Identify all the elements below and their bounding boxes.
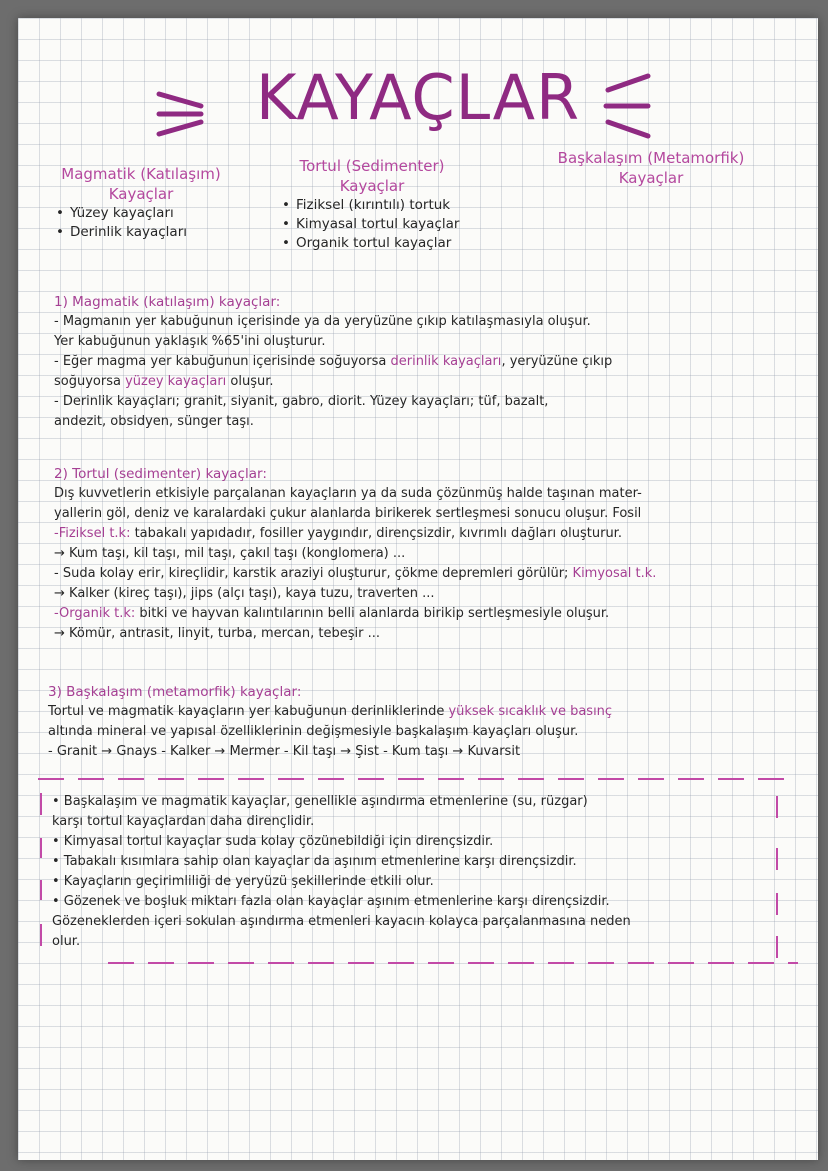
left-margin-mark [40, 924, 42, 946]
section-magmatik [54, 292, 814, 432]
note-line: olur. [52, 934, 81, 949]
list-item: • Yüzey kayaçları [56, 204, 226, 223]
note-line: karşı tortul kayaçlardan daha dirençlidir. [52, 814, 315, 829]
column-subheading: Kayaçlar [339, 177, 405, 195]
text-line: altında mineral ve yapısal özelliklerinin değişmesiyle başkalaşım kayaçları oluşur. [48, 724, 579, 739]
text-line: Dış kuvvetlerin etkisiyle parçalanan kayaçların ya da suda çözünmüş halde taşınan mater- [54, 486, 642, 501]
text-line: Yer kabuğunun yaklaşık %65'ini oluşturur. [54, 334, 326, 349]
text-line: → Kum taşı, kil taşı, mil taşı, çakıl taşı (konglomera) ... [54, 546, 406, 561]
title-text: KAYAÇLAR [255, 61, 581, 134]
text-line: - Granit → Gnays - Kalker → Mermer - Kil taşı → Şist - Kum taşı → Kuvarsit [48, 744, 521, 759]
text-line: - Magmanın yer kabuğunun içerisinde ya da yeryüzüne çıkıp katılaşmasıyla oluşur. [54, 314, 591, 329]
column-tortul [282, 156, 522, 253]
right-margin-mark [776, 893, 778, 915]
text-line: -Fiziksel t.k: tabakalı yapıdadır, fosiller yaygındır, dirençsizdir, kıvrımlı dağları oluşturur. [54, 526, 622, 541]
dashed-divider-top [38, 778, 798, 780]
note-line: • Kayaçların geçirimliliği de yeryüzü şekillerinde etkili olur. [52, 874, 434, 889]
column-subheading: Kayaçlar [108, 185, 174, 203]
bullet-list [56, 204, 226, 242]
section-tortul [54, 464, 814, 644]
section-heading: 1) Magmatik (katılaşım) kayaçlar: [54, 294, 281, 310]
note-line: • Tabakalı kısımlara sahip olan kayaçlar da aşınım etmenlerine karşı dirençsizdir. [52, 854, 577, 869]
page-title [18, 62, 818, 134]
highlight-term: yüksek sıcaklık ve basınç [448, 704, 613, 719]
highlight-term: Kimyosal t.k. [572, 566, 657, 581]
text-line: → Kömür, antrasit, linyit, turba, mercan, tebeşir ... [54, 626, 380, 641]
note-line: • Gözenek ve boşluk miktarı fazla olan kayaçlar aşınım etmenlerine karşı dirençsizdir. [52, 894, 610, 909]
list-item: • Derinlik kayaçları [56, 223, 226, 242]
note-line: Gözeneklerden içeri sokulan aşındırma etmenleri kayacın kolayca parçalanmasına neden [52, 914, 631, 929]
notebook-page [18, 18, 818, 1160]
column-magmatik [56, 164, 226, 242]
left-arrow-decoration-icon [153, 84, 213, 144]
text-line: → Kalker (kireç taşı), jips (alçı taşı), kaya tuzu, traverten ... [54, 586, 435, 601]
list-item: • Organik tortul kayaçlar [282, 234, 522, 253]
highlight-term: derinlik kayaçları [390, 354, 502, 369]
text-line: Tortul ve magmatik kayaçların yer kabuğunun derinliklerinde yüksek sıcaklık ve basınç [48, 704, 613, 719]
text-line: -Organik t.k: bitki ve hayvan kalıntılarının belli alanlarda birikip sertleşmesiyle oluşur. [54, 606, 610, 621]
list-item: • Kimyasal tortul kayaçlar [282, 215, 522, 234]
note-line: • Kimyasal tortul kayaçlar suda kolay çözünebildiği için dirençsizdir. [52, 834, 494, 849]
left-margin-mark [40, 838, 42, 858]
right-arrow-decoration-icon [596, 66, 656, 146]
column-heading: Magmatik (Katılaşım) [61, 165, 221, 183]
column-baskalasim [536, 148, 766, 188]
section-heading: 2) Tortul (sedimenter) kayaçlar: [54, 466, 267, 482]
text-line: andezit, obsidyen, sünger taşı. [54, 414, 254, 429]
section-heading: 3) Başkalaşım (metamorfik) kayaçlar: [48, 684, 302, 700]
text-line: yallerin göl, deniz ve karalardaki çukur alanlarda birikerek sertleşmesi sonucu oluşur. Fosil [54, 506, 642, 521]
text-line: soğuyorsa yüzey kayaçları oluşur. [54, 374, 274, 389]
text-line: - Derinlik kayaçları; granit, siyanit, gabro, diorit. Yüzey kayaçları; tüf, bazalt, [54, 394, 549, 409]
highlight-term: -Organik t.k: [54, 606, 136, 621]
right-margin-mark [776, 936, 778, 958]
text-line: - Suda kolay erir, kireçlidir, karstik araziyi oluşturur, çökme depremleri görülür; Kimyosal t.k. [54, 566, 657, 581]
list-item: • Fiziksel (kırıntılı) tortuk [282, 196, 522, 215]
column-subheading: Kayaçlar [618, 169, 684, 187]
column-heading: Tortul (Sedimenter) [299, 157, 445, 175]
text-line: - Eğer magma yer kabuğunun içerisinde soğuyorsa derinlik kayaçları, yeryüzüne çıkıp [54, 354, 613, 369]
left-margin-mark [40, 793, 42, 815]
section-baskalasim [48, 682, 808, 762]
left-margin-mark [40, 880, 42, 900]
highlight-term: yüzey kayaçları [125, 374, 227, 389]
right-margin-mark [776, 796, 778, 818]
notes-box [52, 792, 772, 952]
highlight-term: -Fiziksel t.k: [54, 526, 131, 541]
bullet-list [282, 196, 522, 253]
right-margin-mark [776, 848, 778, 870]
note-line: • Başkalaşım ve magmatik kayaçlar, genellikle aşındırma etmenlerine (su, rüzgar) [52, 794, 588, 809]
column-heading: Başkalaşım (Metamorfik) [557, 149, 745, 167]
dashed-divider-bottom [108, 962, 798, 964]
